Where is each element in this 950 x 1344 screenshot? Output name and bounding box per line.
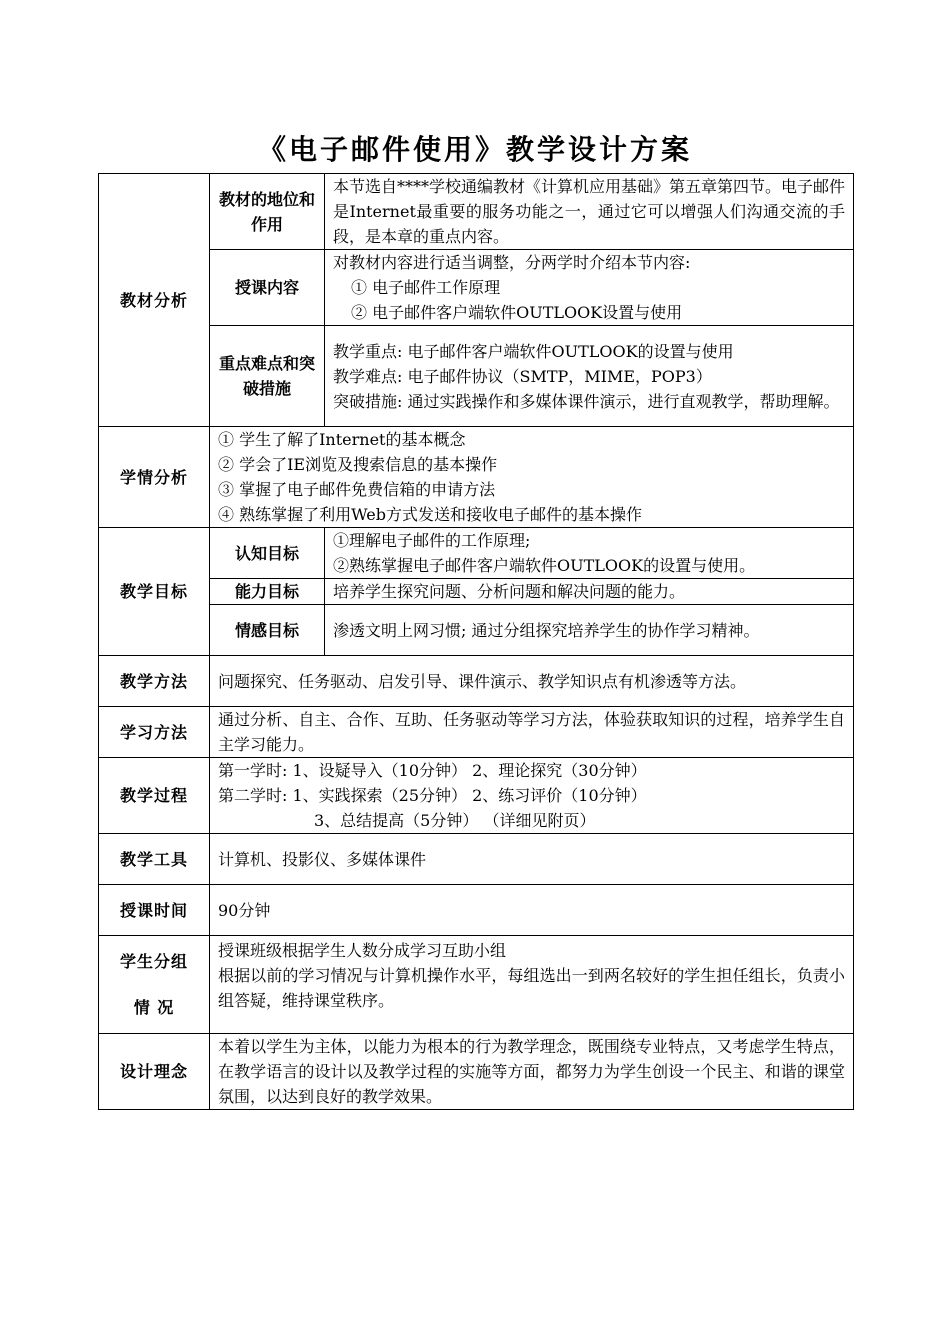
page-title: 《电子邮件使用》教学设计方案	[257, 133, 692, 166]
lesson-intro: 对教材内容进行适当调整，分两学时介绍本节内容:	[333, 253, 691, 272]
row-design-philosophy	[99, 1034, 854, 1110]
content-cognitive-goal	[325, 528, 854, 579]
student-item-4: ④ 熟练掌握了利用Web方式发送和接收电子邮件的基本操作	[218, 505, 642, 524]
sub-cognitive-goal: 认知目标	[210, 528, 325, 579]
student-item-2: ② 学会了IE浏览及搜索信息的基本操作	[218, 455, 498, 474]
row-key-points	[99, 326, 854, 427]
category-lesson-time: 授课时间	[99, 885, 210, 936]
row-teaching-method	[99, 656, 854, 707]
student-item-3: ③ 掌握了电子邮件免费信箱的申请方法	[218, 480, 496, 499]
grouping-line-2: 根据以前的学习情况与计算机操作水平，每组选出一到两名较好的学生担任组长，负责小组答疑，维持课堂秩序。	[218, 966, 845, 1010]
grouping-label-line-2: 情 况	[133, 997, 175, 1017]
row-student-analysis	[99, 427, 854, 528]
content-student-grouping	[210, 936, 854, 1034]
category-teaching-method: 教学方法	[99, 656, 210, 707]
row-emotion-goal	[99, 605, 854, 656]
sub-position-role: 教材的地位和作用	[210, 174, 325, 250]
row-teaching-tools	[99, 834, 854, 885]
process-line-2: 第二学时: 1、实践探索（25分钟） 2、练习评价（10分钟）	[218, 786, 647, 805]
content-teaching-method: 问题探究、任务驱动、启发引导、课件演示、教学知识点有机渗透等方法。	[210, 656, 854, 707]
content-ability-goal: 培养学生探究问题、分析问题和解决问题的能力。	[325, 579, 854, 605]
difficulty-line: 教学难点: 电子邮件协议（SMTP，MIME，POP3）	[333, 366, 712, 386]
category-teaching-goals: 教学目标	[99, 528, 210, 656]
row-lesson-content	[99, 250, 854, 326]
content-design-philosophy: 本着以学生为主体，以能力为根本的行为教学理念，既围绕专业特点，又考虑学生特点，在教学语言的设计以及教学过程的实施等方面，都努力为学生创设一个民主、和谐的课堂氛围，以达到良好的教学效果。	[210, 1034, 854, 1110]
content-lesson-time: 90分钟	[210, 885, 854, 936]
process-line-1: 第一学时: 1、设疑导入（10分钟） 2、理论探究（30分钟）	[218, 761, 647, 780]
grouping-line-1: 授课班级根据学生人数分成学习互助小组	[218, 941, 507, 960]
teaching-plan-table	[98, 173, 854, 1110]
row-student-grouping	[99, 936, 854, 1034]
content-emotion-goal: 渗透文明上网习惯; 通过分组探究培养学生的协作学习精神。	[325, 605, 854, 656]
category-teaching-process: 教学过程	[99, 758, 210, 834]
row-teaching-process	[99, 758, 854, 834]
content-key-points	[325, 326, 854, 427]
category-material-analysis: 教材分析	[99, 174, 210, 427]
content-student-analysis	[210, 427, 854, 528]
content-learning-method: 通过分析、自主、合作、互助、任务驱动等学习方法，体验获取知识的过程，培养学生自主学习能力。	[210, 707, 854, 758]
lesson-item-2: ② 电子邮件客户端软件OUTLOOK设置与使用	[351, 303, 683, 322]
measures-line: 突破措施: 通过实践操作和多媒体课件演示，进行直观教学，帮助理解。	[333, 391, 840, 411]
content-lesson-content	[325, 250, 854, 326]
content-teaching-tools: 计算机、投影仪、多媒体课件	[210, 834, 854, 885]
row-cognitive-goal	[99, 528, 854, 579]
row-ability-goal	[99, 579, 854, 605]
key-point-line: 教学重点: 电子邮件客户端软件OUTLOOK的设置与使用	[333, 341, 734, 361]
process-line-3: 3、总结提高（5分钟） （详细见附页）	[314, 811, 596, 830]
sub-lesson-content: 授课内容	[210, 250, 325, 326]
lesson-item-1: ① 电子邮件工作原理	[351, 278, 501, 297]
category-teaching-tools: 教学工具	[99, 834, 210, 885]
cognitive-line-1: ①理解电子邮件的工作原理;	[333, 531, 531, 550]
grouping-label-line-1: 学生分组	[119, 951, 188, 971]
category-learning-method: 学习方法	[99, 707, 210, 758]
category-student-grouping	[99, 936, 210, 1034]
row-lesson-time	[99, 885, 854, 936]
sub-key-points: 重点难点和突破措施	[210, 326, 325, 427]
cognitive-line-2: ②熟练掌握电子邮件客户端软件OUTLOOK的设置与使用。	[333, 556, 756, 575]
sub-emotion-goal: 情感目标	[210, 605, 325, 656]
content-position-role: 本节选自****学校通编教材《计算机应用基础》第五章第四节。电子邮件是Internet最重要的服务功能之一，通过它可以增强人们沟通交流的手段，是本章的重点内容。	[325, 174, 854, 250]
category-student-analysis: 学情分析	[99, 427, 210, 528]
row-learning-method	[99, 707, 854, 758]
row-material-position	[99, 174, 854, 250]
sub-ability-goal: 能力目标	[210, 579, 325, 605]
student-item-1: ① 学生了解了Internet的基本概念	[218, 430, 466, 449]
category-design-philosophy: 设计理念	[99, 1034, 210, 1110]
content-teaching-process	[210, 758, 854, 834]
